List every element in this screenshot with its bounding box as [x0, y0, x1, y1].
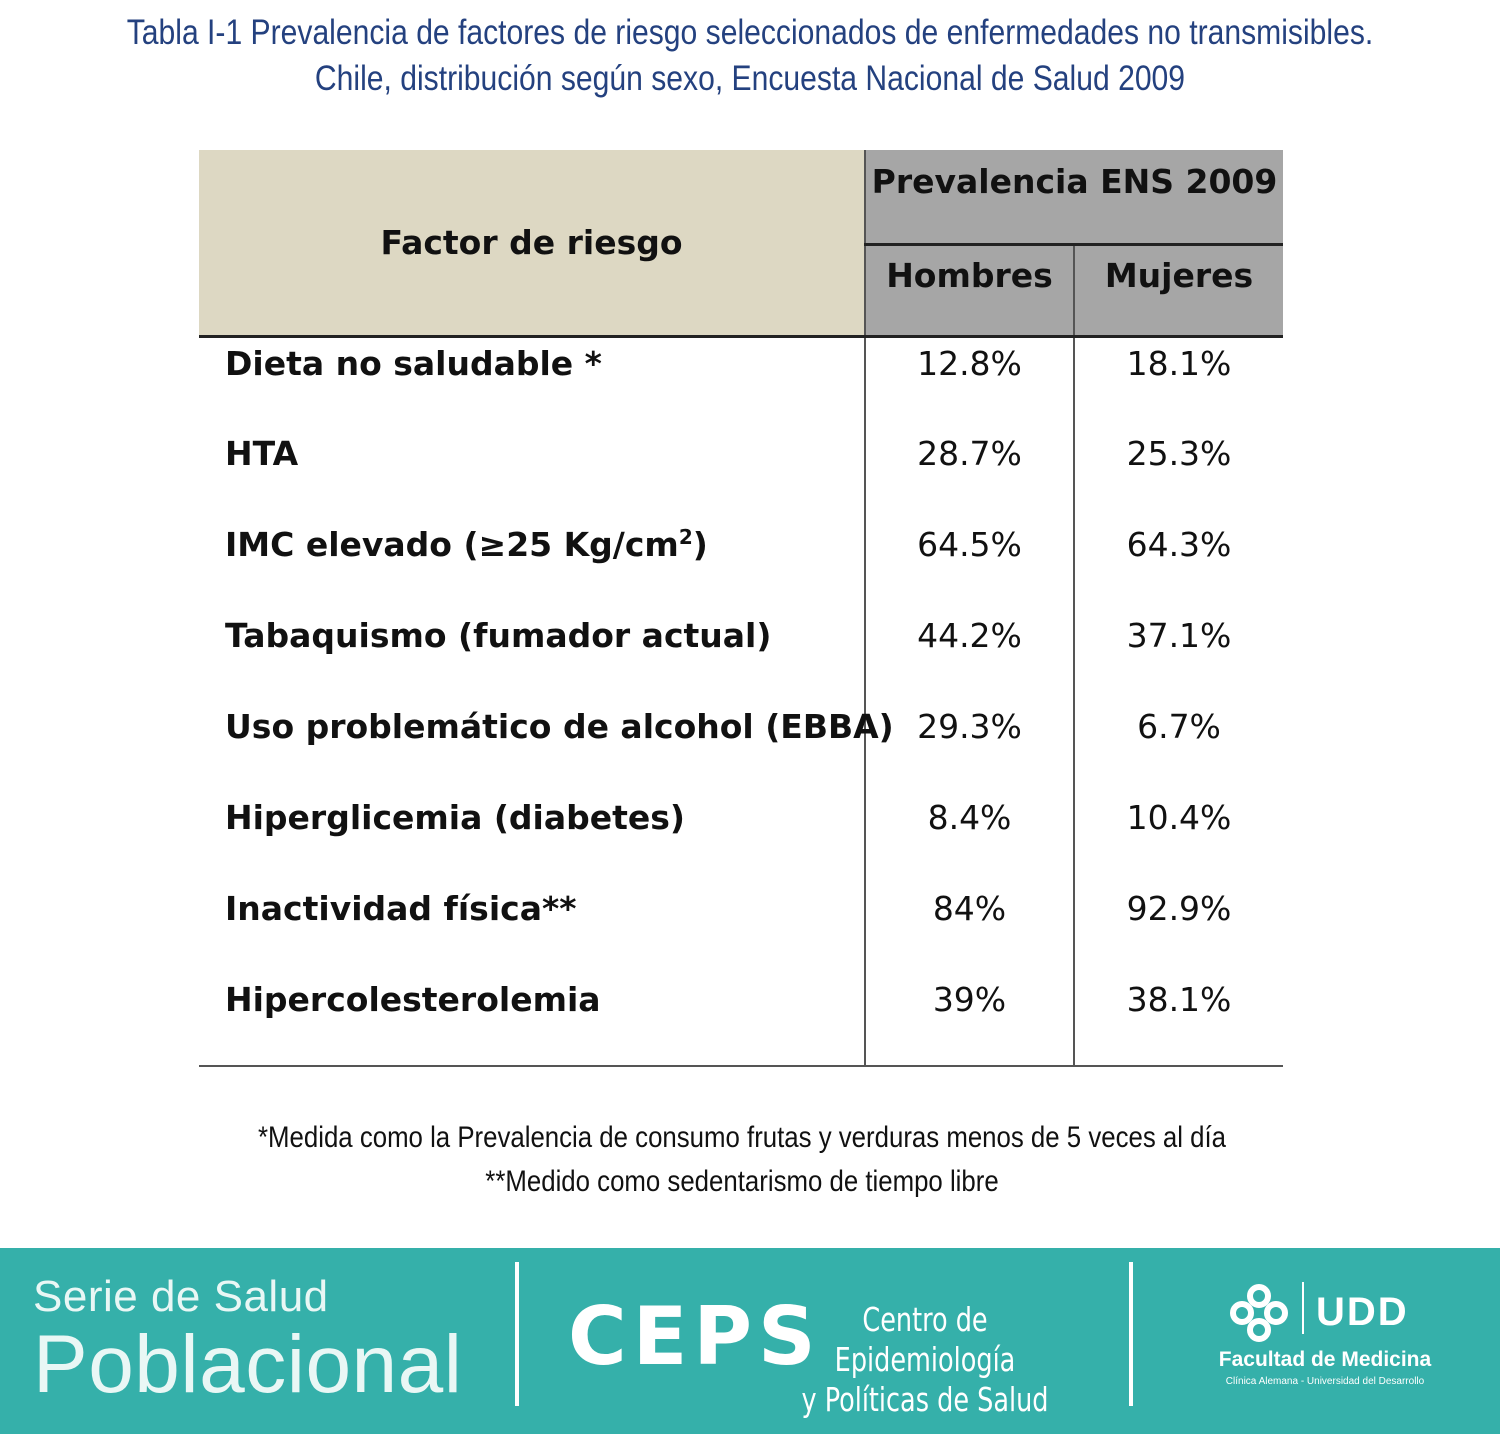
faculty-name: Facultad de Medicina	[1218, 1348, 1432, 1371]
udd-logo	[1190, 1268, 1450, 1418]
row-women-value: 64.3%	[1126, 524, 1232, 564]
header-women: Mujeres	[1074, 244, 1283, 336]
table-row	[199, 883, 1283, 974]
row-factor: Hipercolesterolemia	[199, 974, 865, 1066]
row-men-value: 84%	[865, 883, 1074, 974]
title-line-1: Tabla I-1 Prevalencia de factores de riesgo seleccionados de enfermedades no transmisibles.	[126, 13, 1374, 52]
row-factor	[199, 519, 865, 610]
row-factor: Dieta no saludable *	[199, 337, 865, 428]
footnote-1: *Medida como la Prevalencia de consumo frutas y verduras menos de 5 veces al día	[257, 1121, 1227, 1154]
row-factor: Tabaquismo (fumador actual)	[199, 610, 865, 701]
row-factor: HTA	[199, 428, 865, 519]
ceps-subtitle	[800, 1300, 1049, 1420]
udd-logo-text: UDD	[1316, 1290, 1409, 1334]
row-women-value: 38.1%	[1074, 974, 1283, 1066]
row-women-value: 6.7%	[1137, 706, 1221, 746]
row-factor: Inactividad física**	[199, 883, 865, 974]
ceps-subtitle-line-2: y Políticas de Salud	[801, 1380, 1049, 1419]
footnote-2: **Medido como sedentarismo de tiempo libre	[485, 1165, 999, 1198]
footer-divider	[515, 1262, 519, 1406]
header-factor: Factor de riesgo	[199, 150, 865, 337]
ceps-logo-text: CEPS	[568, 1290, 822, 1383]
title-line-2: Chile, distribución según sexo, Encuesta Nacional de Salud 2009	[314, 59, 1186, 98]
row-men-value: 12.8%	[865, 337, 1074, 428]
row-men-value: 39%	[865, 974, 1074, 1066]
header-men: Hombres	[865, 244, 1074, 336]
clinica-alemana-icon	[1228, 1282, 1290, 1344]
row-factor-end: )	[692, 524, 708, 564]
footnotes	[104, 1116, 1380, 1204]
logo-divider	[1302, 1282, 1304, 1334]
table-row	[199, 701, 1283, 792]
table-row	[199, 428, 1283, 519]
header-prevalence: Prevalencia ENS 2009	[865, 150, 1283, 244]
row-men-value: 8.4%	[865, 792, 1074, 883]
table-row	[199, 610, 1283, 701]
row-women-value: 92.9%	[1126, 888, 1232, 928]
table-row	[199, 337, 1283, 428]
row-factor-text: IMC elevado (≥25 Kg/cm	[225, 524, 679, 564]
row-women-value: 25.3%	[1126, 433, 1232, 473]
row-men-value: 64.5%	[865, 519, 1074, 610]
serie-title-line-1: Serie de Salud	[33, 1272, 329, 1321]
table-row	[199, 519, 1283, 610]
ceps-subtitle-line-1: Centro de Epidemiología	[834, 1300, 1016, 1379]
row-women-value: 18.1%	[1126, 344, 1232, 383]
footer-divider	[1129, 1262, 1133, 1406]
row-men-value: 29.3%	[865, 701, 1074, 792]
row-men-value: 44.2%	[865, 610, 1074, 701]
row-women-value: 37.1%	[1126, 615, 1232, 655]
row-women-value: 10.4%	[1126, 797, 1232, 837]
table-row	[199, 792, 1283, 883]
serie-title-line-2: Poblacional	[33, 1319, 463, 1410]
faculty-subtitle: Clínica Alemana - Universidad del Desarrollo	[1225, 1376, 1425, 1387]
table-title	[105, 10, 1395, 102]
table-row	[199, 974, 1283, 1066]
row-factor: Hiperglicemia (diabetes)	[199, 792, 865, 883]
row-factor-superscript: 2	[678, 524, 693, 549]
row-men-value: 28.7%	[865, 428, 1074, 519]
row-factor: Uso problemático de alcohol (EBBA)	[199, 701, 865, 792]
footer-banner	[0, 1248, 1500, 1434]
risk-factor-table	[199, 150, 1283, 1067]
